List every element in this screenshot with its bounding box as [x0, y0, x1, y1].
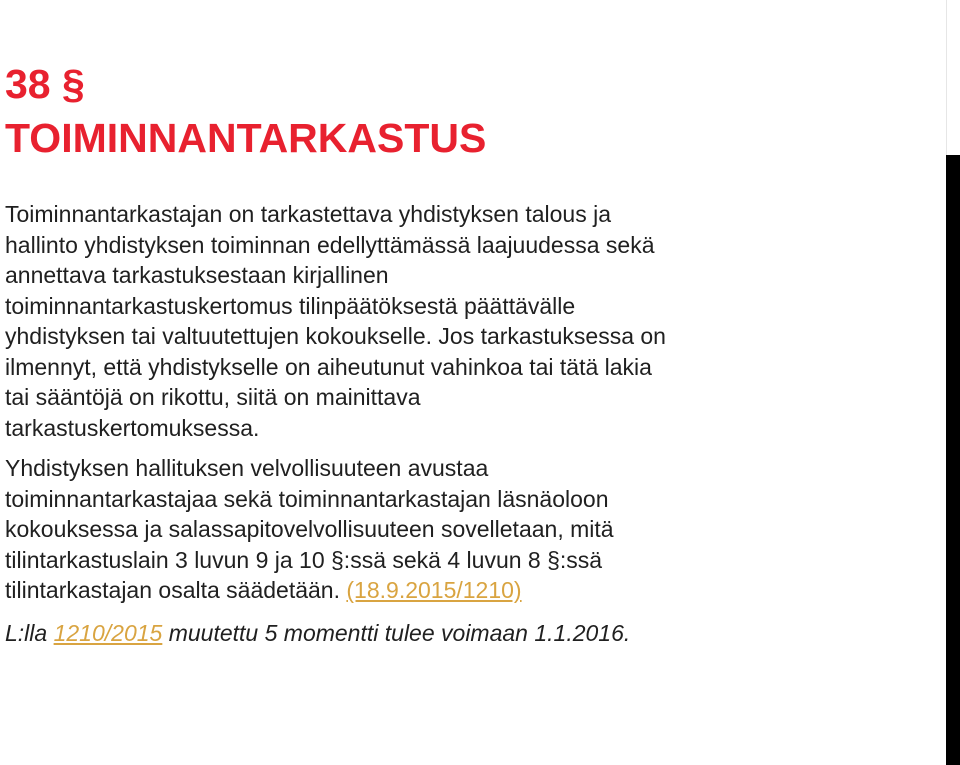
- paragraph-1-line: yhdistyksen tai valtuutettujen kokoukselle. Jos tarkastuksessa on: [5, 323, 666, 349]
- title-heading: TOIMINNANTARKASTUS: [5, 115, 487, 161]
- paragraph-1-line: Toiminnantarkastajan on tarkastettava yhdistyksen talous ja: [5, 201, 611, 227]
- paragraph-2-last-line-text: tilintarkastajan osalta säädetään.: [5, 577, 347, 603]
- paragraph-1-line: hallinto yhdistyksen toiminnan edellyttämässä laajuudessa sekä: [5, 231, 655, 258]
- slide-body: [5, 199, 905, 658]
- edge-bar: [946, 155, 960, 765]
- paragraph-1-line: annettava tarkastuksestaan kirjallinen: [5, 262, 389, 288]
- title-section-number: 38 §: [5, 61, 85, 107]
- slide-title: [5, 57, 905, 165]
- paragraph-1-line: tai sääntöjä on rikottu, siitä on mainittava: [5, 384, 421, 410]
- paragraph-2: [5, 453, 905, 606]
- edge-bar-top: [946, 0, 960, 155]
- paragraph-2-line: kokouksessa ja salassapitovelvollisuuteen sovelletaan, mitä: [5, 516, 614, 542]
- amendment-note: [5, 618, 905, 649]
- amendment-note-line: [5, 618, 905, 649]
- paragraph-2-line: Yhdistyksen hallituksen velvollisuuteen avustaa: [5, 455, 489, 481]
- note-prefix: L:lla: [5, 619, 54, 646]
- paragraph-1-line: toiminnantarkastuskertomus tilinpäätöksestä päättävälle: [5, 292, 576, 319]
- paragraph-2-line: toiminnantarkastajaa sekä toiminnantarkastajan läsnäoloon: [5, 485, 609, 512]
- paragraph-1: [5, 199, 905, 443]
- law-reference-link[interactable]: 1210/2015: [53, 619, 163, 646]
- paragraph-1-line: tarkastuskertomuksessa.: [5, 414, 260, 441]
- paragraph-1-line: ilmennyt, että yhdistykselle on aiheutunut vahinkoa tai tätä lakia: [5, 353, 652, 380]
- amendment-link[interactable]: (18.9.2015/1210): [346, 577, 522, 603]
- paragraph-2-last-line: [5, 575, 905, 606]
- paragraph-2-line: tilintarkastuslain 3 luvun 9 ja 10 §:ssä sekä 4 luvun 8 §:ssä: [5, 546, 603, 573]
- note-suffix: muutettu 5 momentti tulee voimaan 1.1.2016.: [162, 619, 631, 646]
